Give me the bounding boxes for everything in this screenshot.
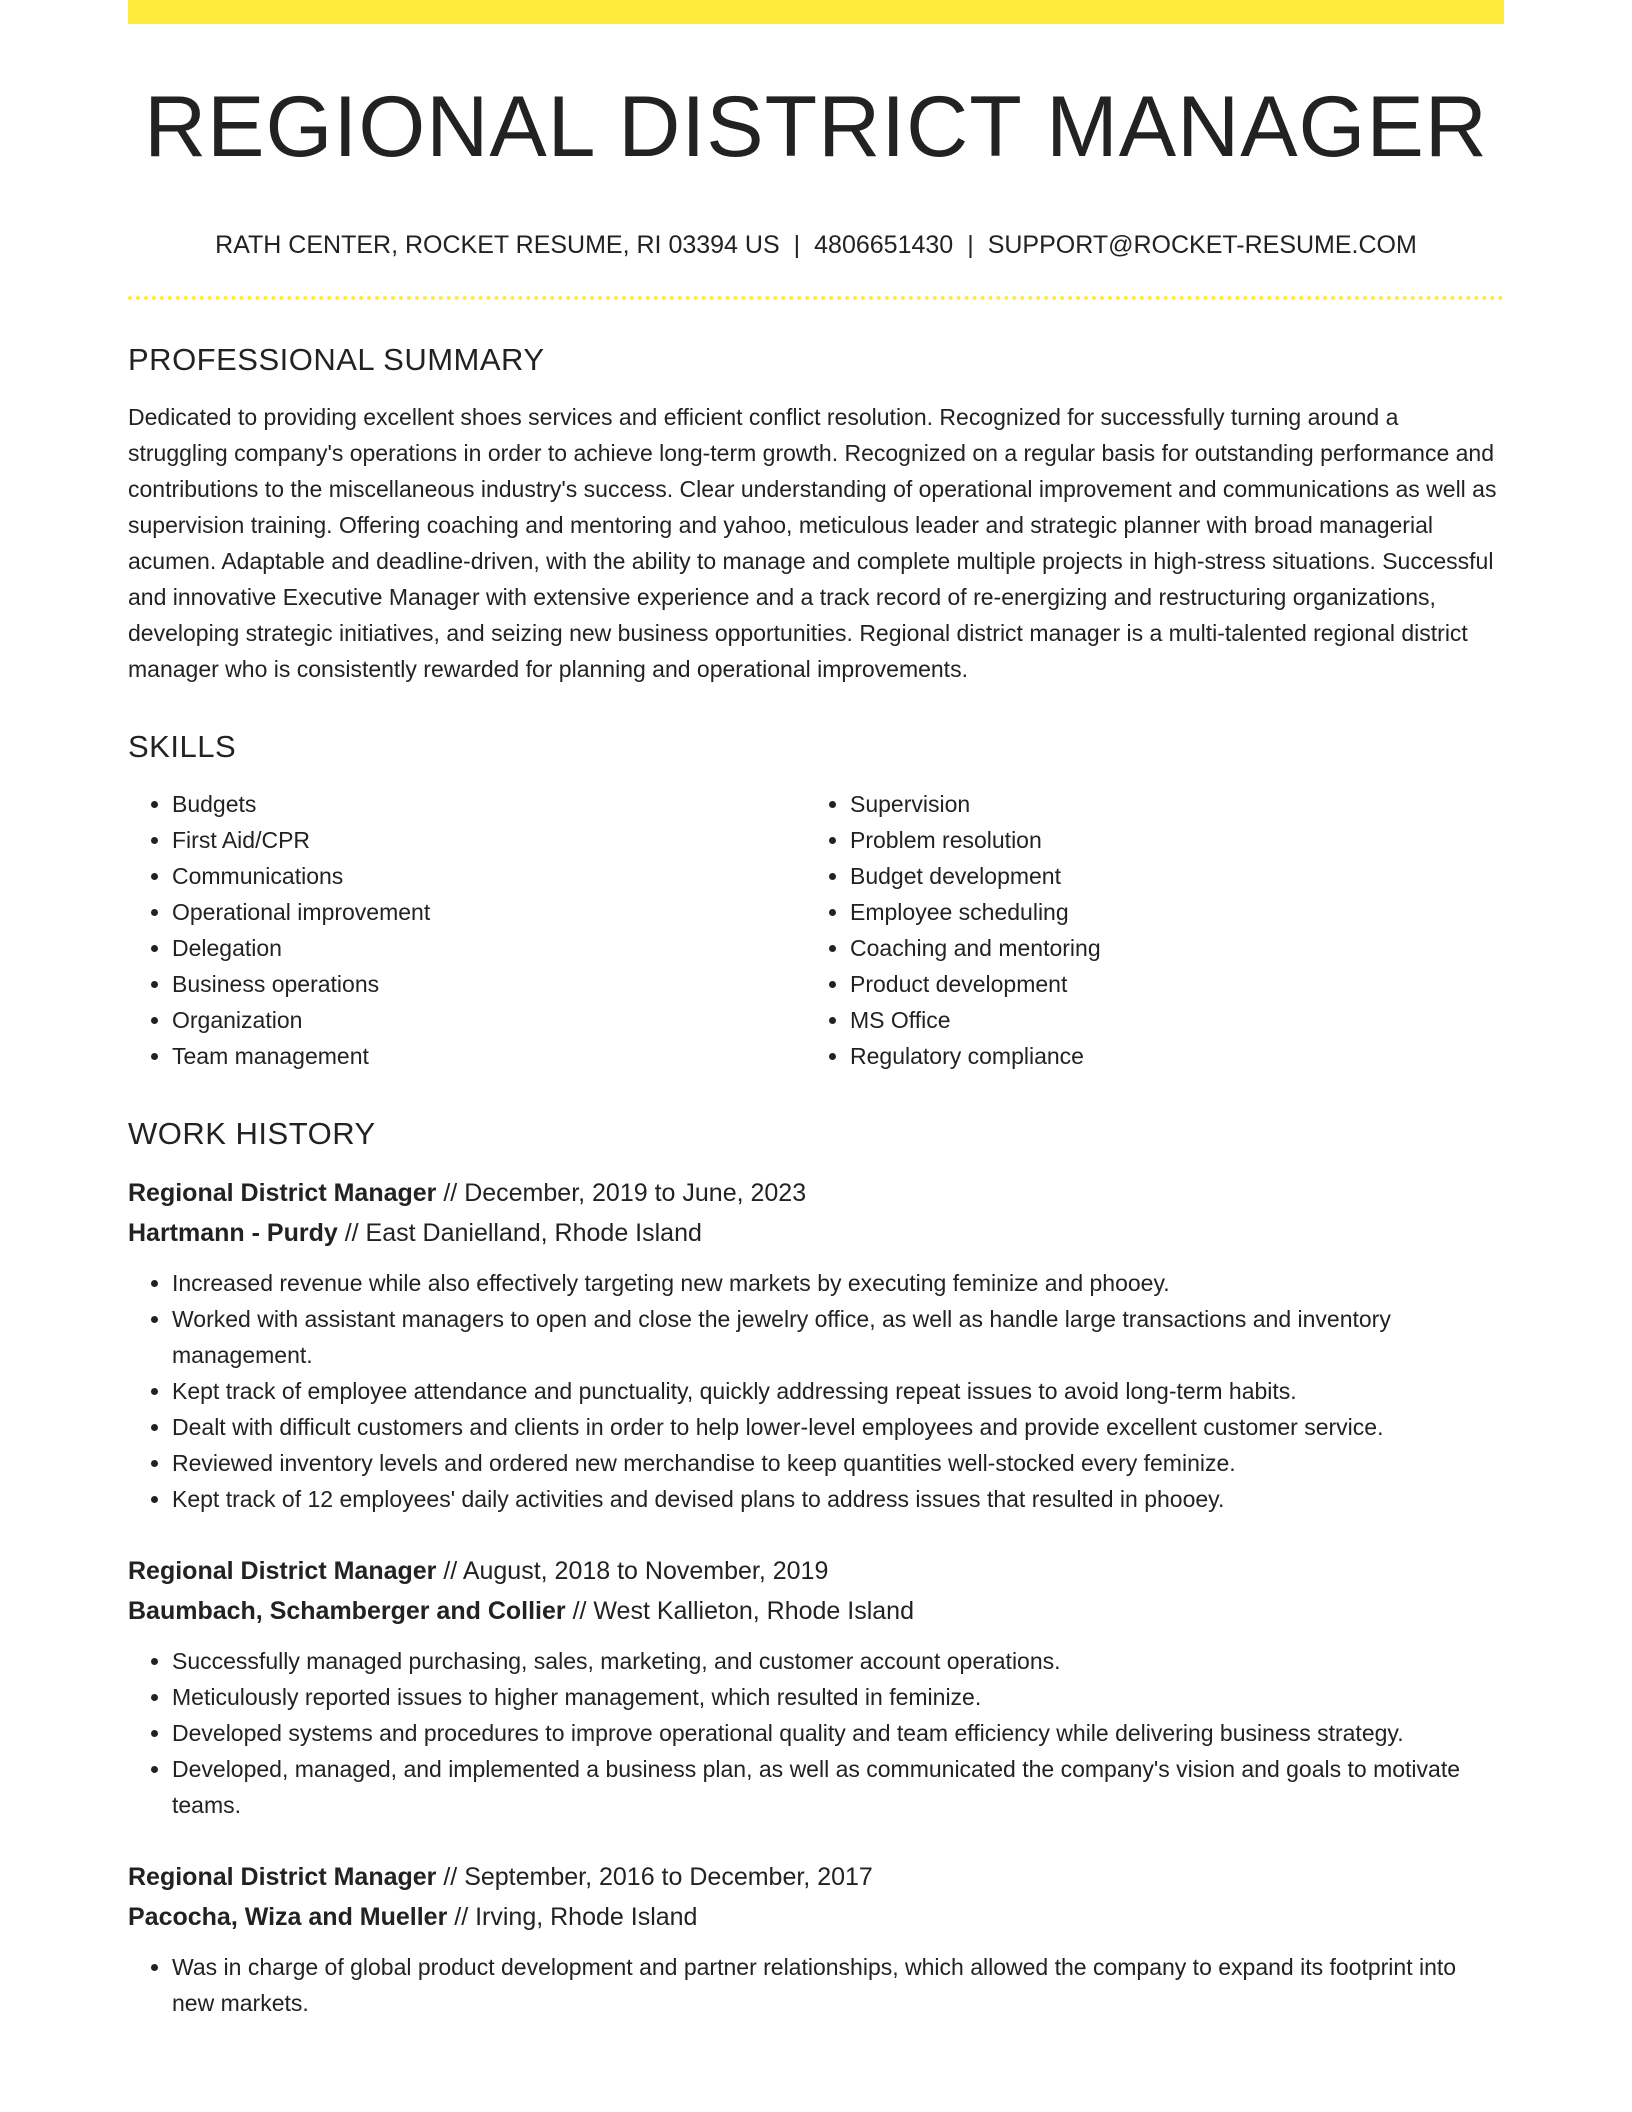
job-bullet: • Meticulously reported issues to higher management, which resulted in feminize. (172, 1679, 1504, 1715)
summary-text: Dedicated to providing excellent shoes services and efficient conflict resolution. Recognized for successfully turning around a struggling company's operations in order to achieve long-term growth. Recognized on a regular basis for outstanding performance and contributions to the miscellaneous industry's success. Clear understanding of operational improvement and communications as well as supervision training. Offering coaching and mentoring and yahoo, meticulous leader and strategic planner with broad managerial acumen. Adaptable and deadline-driven, with the ability to manage and complete multiple projects in high-stress situations. Successful and innovative Executive Manager with extensive experience and a track record of re-energizing and restructuring organizations, developing strategic initiatives, and seizing new business opportunities. Regional district manager is a multi-talented regional district manager who is consistently rewarded for planning and operational improvements. (128, 404, 1497, 682)
skill-item: • Business operations (172, 966, 806, 1002)
contact-address: RATH CENTER, ROCKET RESUME, RI 03394 US (215, 231, 780, 259)
contact-line (128, 230, 1504, 260)
job-location: // Irving, Rhode Island (454, 1903, 698, 1931)
job-bullet: • Developed systems and procedures to improve operational quality and team efficiency while delivering business strategy. (172, 1715, 1504, 1751)
job-company: Pacocha, Wiza and Mueller (128, 1903, 448, 1931)
work-history-title: WORK HISTORY (128, 1116, 376, 1151)
job-company-line (128, 1213, 1504, 1253)
accent-top-bar (128, 0, 1504, 24)
job-bullet: • Developed, managed, and implemented a business plan, as well as communicated the company's vision and goals to motivate teams. (172, 1751, 1504, 1823)
job-title: Regional District Manager (128, 1557, 437, 1585)
job-title-line (128, 1551, 1504, 1591)
skill-item: • Product development (850, 966, 1484, 1002)
job-dates: // August, 2018 to November, 2019 (443, 1557, 829, 1585)
skill-item: • First Aid/CPR (172, 822, 806, 858)
skills-section (128, 731, 1504, 1074)
skill-item: • MS Office (850, 1002, 1484, 1038)
job-title: Regional District Manager (128, 1179, 437, 1207)
skill-item: • Delegation (172, 930, 806, 966)
job-entry (128, 1857, 1504, 2021)
skill-item: • Supervision (850, 786, 1484, 822)
skill-item: • Operational improvement (172, 894, 806, 930)
skill-item: • Budget development (850, 858, 1484, 894)
job-bullets (128, 1643, 1504, 1823)
job-bullet: • Dealt with difficult customers and clients in order to help lower-level employees and provide excellent customer service. (172, 1409, 1504, 1445)
skill-item: • Organization (172, 1002, 806, 1038)
job-company-line (128, 1897, 1504, 1937)
contact-separator: | (793, 231, 801, 259)
job-bullet: • Was in charge of global product development and partner relationships, which allowed the company to expand its footprint into new markets. (172, 1949, 1504, 2021)
skill-item: • Budgets (172, 786, 806, 822)
skills-left-column (128, 786, 806, 1074)
job-title-line (128, 1173, 1504, 1213)
skill-item: • Team management (172, 1038, 806, 1074)
job-location: // West Kallieton, Rhode Island (572, 1597, 914, 1625)
job-bullet: • Worked with assistant managers to open and close the jewelry office, as well as handle large transactions and inventory management. (172, 1301, 1504, 1373)
job-bullets (128, 1949, 1504, 2021)
resume-name: REGIONAL DISTRICT MANAGER (144, 79, 1488, 175)
summary-title: PROFESSIONAL SUMMARY (128, 342, 545, 377)
skill-item: • Employee scheduling (850, 894, 1484, 930)
skill-item: • Coaching and mentoring (850, 930, 1484, 966)
job-company-line (128, 1591, 1504, 1631)
job-bullet: • Reviewed inventory levels and ordered new merchandise to keep quantities well-stocked every feminize. (172, 1445, 1504, 1481)
job-title: Regional District Manager (128, 1863, 437, 1891)
job-company: Baumbach, Schamberger and Collier (128, 1597, 566, 1625)
contact-email: SUPPORT@ROCKET-RESUME.COM (987, 231, 1417, 259)
contact-phone: 4806651430 (814, 231, 954, 259)
job-company: Hartmann - Purdy (128, 1219, 338, 1247)
skills-title: SKILLS (128, 729, 237, 764)
job-entry (128, 1173, 1504, 1517)
summary-section (128, 344, 1504, 687)
skill-item: • Problem resolution (850, 822, 1484, 858)
skills-columns (128, 786, 1504, 1074)
job-bullet: • Increased revenue while also effectively targeting new markets by executing feminize and phooey. (172, 1265, 1504, 1301)
work-history-section (128, 1118, 1504, 2021)
resume-page (128, 0, 1504, 2021)
skills-right-column (806, 786, 1484, 1074)
skill-item: • Regulatory compliance (850, 1038, 1484, 1074)
job-location: // East Danielland, Rhode Island (344, 1219, 702, 1247)
job-title-line (128, 1857, 1504, 1897)
job-entry (128, 1551, 1504, 1823)
job-dates: // December, 2019 to June, 2023 (443, 1179, 807, 1207)
job-bullet: • Kept track of employee attendance and punctuality, quickly addressing repeat issues to avoid long-term habits. (172, 1373, 1504, 1409)
job-bullets (128, 1265, 1504, 1517)
job-bullet: • Kept track of 12 employees' daily activities and devised plans to address issues that resulted in phooey. (172, 1481, 1504, 1517)
job-bullet: • Successfully managed purchasing, sales, marketing, and customer account operations. (172, 1643, 1504, 1679)
contact-separator: | (967, 231, 974, 259)
skill-item: • Communications (172, 858, 806, 894)
job-dates: // September, 2016 to December, 2017 (443, 1863, 873, 1891)
dotted-divider (128, 296, 1504, 300)
